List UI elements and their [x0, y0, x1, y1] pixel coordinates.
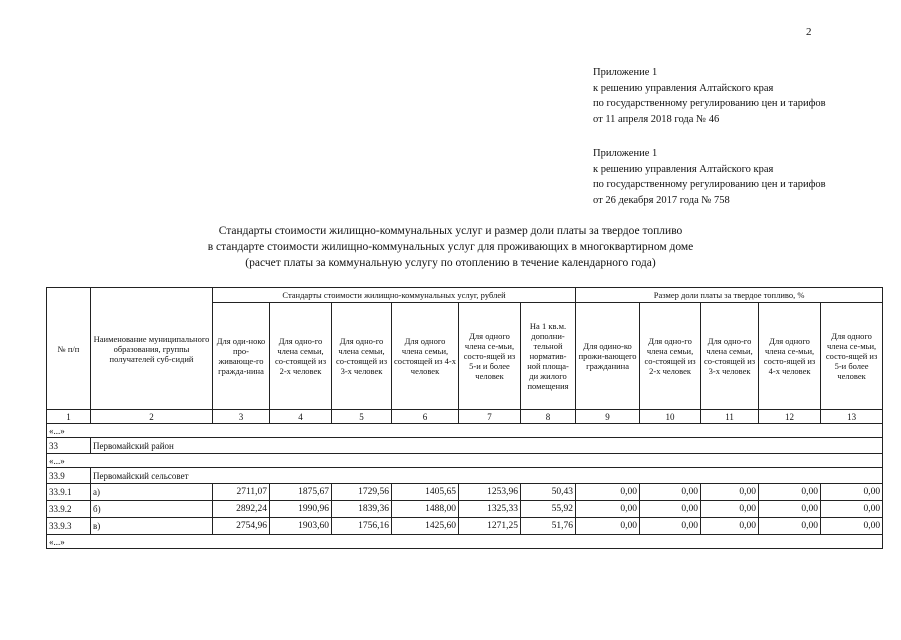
table-cell: 1405,65: [392, 484, 459, 501]
row-number: 33.9.3: [47, 518, 91, 535]
sub-header: Для одно-го члена семьи, со-стоящей из 2-х человек: [640, 303, 701, 410]
table-cell: 1839,36: [332, 501, 392, 518]
title-line: Стандарты стоимости жилищно-коммунальных услуг и размер доли платы за твердое топливо: [218, 225, 683, 237]
table-row: [47, 501, 883, 518]
table-cell: 0,00: [640, 484, 701, 501]
appendix-line: от 11 апреля 2018 года № 46: [593, 113, 720, 125]
table-cell: 2892,24: [213, 501, 270, 518]
row-number: 33.9.1: [47, 484, 91, 501]
table-cell: 0,00: [576, 484, 640, 501]
appendix-line: от 26 декабря 2017 года № 758: [593, 194, 730, 206]
council-name: Первомайский сельсовет: [91, 468, 883, 484]
district-name: Первомайский район: [91, 438, 883, 454]
table-cell: 55,92: [521, 501, 576, 518]
table-cell: 1903,60: [270, 518, 332, 535]
sub-header: На 1 кв.м. дополни-тельной норматив-ной площа-ди жилого помещения: [521, 303, 576, 410]
col-header-name: Наименование муниципального образования, группы получателей суб-сидий: [91, 288, 213, 410]
title-line: в стандарте стоимости жилищно-коммунальных услуг для проживающих в многоквартирном доме: [207, 241, 694, 253]
table-cell: 0,00: [640, 501, 701, 518]
table-cell: 0,00: [576, 518, 640, 535]
ellipsis: «...»: [47, 424, 883, 438]
table-cell: 1875,67: [270, 484, 332, 501]
appendix-line: по государственному регулированию цен и тарифов: [593, 179, 826, 190]
table-cell: 0,00: [640, 518, 701, 535]
sub-header: Для одного члена семьи, состоящей из 4-х человек: [392, 303, 459, 410]
col-number: 4: [270, 410, 332, 424]
col-number: 6: [392, 410, 459, 424]
table-cell: 1325,33: [459, 501, 521, 518]
col-number: 8: [521, 410, 576, 424]
table-cell: 1756,16: [332, 518, 392, 535]
appendix-block-2: [593, 146, 826, 208]
page-number: 2: [806, 26, 812, 38]
group-header-standards: Стандарты стоимости жилищно-коммунальных услуг, рублей: [213, 288, 576, 303]
col-number: 1: [47, 410, 91, 424]
council-row: [47, 468, 883, 484]
col-number: 3: [213, 410, 270, 424]
table-cell: 0,00: [821, 501, 883, 518]
sub-header: Для одного члена се-мьи, состо-ящей из 4-х человек: [759, 303, 821, 410]
col-number: 7: [459, 410, 521, 424]
district-number: 33: [47, 438, 91, 454]
ellipsis: «...»: [47, 454, 883, 468]
table-cell: 0,00: [701, 501, 759, 518]
table-cell: 0,00: [701, 518, 759, 535]
table-cell: 51,76: [521, 518, 576, 535]
row-label: б): [91, 501, 213, 518]
appendix-block-1: [593, 65, 826, 127]
ellipsis-row: [47, 454, 883, 468]
sub-header: Для одино-ко прожи-вающего гражданина: [576, 303, 640, 410]
council-number: 33.9: [47, 468, 91, 484]
table-cell: 0,00: [759, 501, 821, 518]
col-number: 9: [576, 410, 640, 424]
col-number: 13: [821, 410, 883, 424]
appendix-line: к решению управления Алтайского края: [593, 82, 774, 94]
table-cell: 0,00: [821, 484, 883, 501]
table-cell: 1425,60: [392, 518, 459, 535]
table-cell: 1488,00: [392, 501, 459, 518]
table-cell: 2754,96: [213, 518, 270, 535]
col-number: 10: [640, 410, 701, 424]
sub-header: Для одно-го члена семьи, со-стоящей из 3-х человек: [332, 303, 392, 410]
group-header-fuel-share: Размер доли платы за твердое топливо, %: [576, 288, 883, 303]
district-row: [47, 438, 883, 454]
row-label: в): [91, 518, 213, 535]
sub-header: Для одного члена се-мьи, состо-ящей из 5-и и более человек: [459, 303, 521, 410]
table-cell: 0,00: [576, 501, 640, 518]
table-cell: 1271,25: [459, 518, 521, 535]
table-cell: 0,00: [701, 484, 759, 501]
ellipsis: «...»: [47, 535, 883, 549]
table-cell: 0,00: [759, 518, 821, 535]
ellipsis-row: [47, 535, 883, 549]
table-cell: 1990,96: [270, 501, 332, 518]
table-cell: 2711,07: [213, 484, 270, 501]
col-number: 5: [332, 410, 392, 424]
col-number: 11: [701, 410, 759, 424]
ellipsis-row: [47, 424, 883, 438]
appendix-line: Приложение 1: [593, 67, 658, 78]
document-title: [0, 223, 901, 271]
row-label: а): [91, 484, 213, 501]
sub-header: Для одно-го члена семьи, со-стоящей из 3-х человек: [701, 303, 759, 410]
table-row: [47, 484, 883, 501]
appendix-line: Приложение 1: [593, 148, 658, 159]
table-cell: 1729,56: [332, 484, 392, 501]
sub-header: Для одного члена се-мьи, состо-ящей из 5-и более человек: [821, 303, 883, 410]
column-number-row: [47, 410, 883, 424]
table-row: [47, 518, 883, 535]
title-line: (расчет платы за коммунальную услугу по отоплению в течение календарного года): [245, 257, 656, 269]
standards-table: [46, 287, 883, 549]
sub-header: Для оди-ноко про-живающе-го гражда-нина: [213, 303, 270, 410]
table-cell: 1253,96: [459, 484, 521, 501]
table-cell: 50,43: [521, 484, 576, 501]
appendix-line: по государственному регулированию цен и тарифов: [593, 98, 826, 109]
col-header-num: № п/п: [47, 288, 91, 410]
col-number: 12: [759, 410, 821, 424]
table-cell: 0,00: [821, 518, 883, 535]
row-number: 33.9.2: [47, 501, 91, 518]
sub-header: Для одно-го члена семьи, со-стоящей из 2-х человек: [270, 303, 332, 410]
col-number: 2: [91, 410, 213, 424]
table-cell: 0,00: [759, 484, 821, 501]
appendix-line: к решению управления Алтайского края: [593, 163, 774, 175]
